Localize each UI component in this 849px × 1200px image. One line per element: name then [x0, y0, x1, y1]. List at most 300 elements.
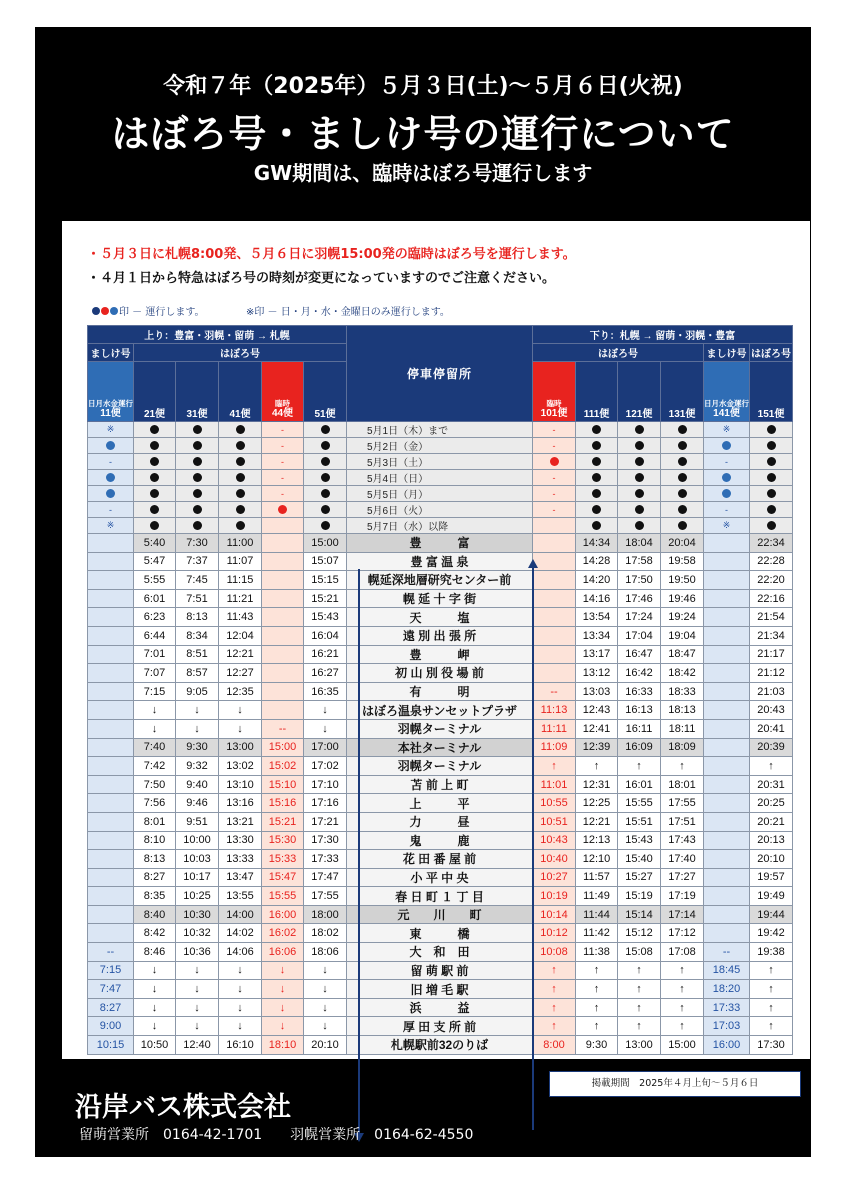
time-cell: 15:10 — [262, 775, 304, 794]
stop-header: 停車停留所 — [347, 326, 533, 422]
time-cell: 21:03 — [750, 682, 793, 701]
navy-dot-icon — [92, 307, 100, 315]
time-cell: ↑ — [533, 1017, 576, 1036]
time-cell: 17:16 — [304, 794, 347, 813]
time-cell — [262, 571, 304, 590]
operation-mark — [262, 518, 304, 534]
time-cell: ↑ — [750, 961, 793, 980]
stop-row — [88, 980, 793, 999]
operation-mark: - — [704, 502, 750, 518]
time-cell: ↓ — [176, 961, 219, 980]
stop-name: 留 萌 駅 前 — [347, 961, 533, 980]
time-cell: 16:35 — [304, 682, 347, 701]
rinji-label: 臨時 — [275, 399, 290, 408]
time-cell — [88, 868, 134, 887]
operation-mark — [176, 438, 219, 454]
time-cell: 11:38 — [576, 943, 618, 962]
time-cell: 12:41 — [576, 719, 618, 738]
bus-header: 121便 — [618, 362, 661, 422]
operation-mark: - — [704, 454, 750, 470]
bus-header: 41便 — [219, 362, 262, 422]
time-cell: ↓ — [219, 701, 262, 720]
time-cell — [262, 701, 304, 720]
operation-mark — [304, 470, 347, 486]
operation-mark — [304, 422, 347, 438]
time-cell: 21:12 — [750, 664, 793, 683]
time-cell: 10:19 — [533, 887, 576, 906]
dot-icon — [193, 425, 202, 434]
stop-name: 小 平 中 央 — [347, 868, 533, 887]
dot-icon — [193, 473, 202, 482]
stop-name: 厚 田 支 所 前 — [347, 1017, 533, 1036]
date-label: 5月3日（土） — [347, 454, 533, 470]
stop-name: 初 山 別 役 場 前 — [347, 664, 533, 683]
stop-row — [88, 831, 793, 850]
dot-icon — [150, 425, 159, 434]
date-label: 5月4日（日） — [347, 470, 533, 486]
stop-row — [88, 998, 793, 1017]
blue-dot-icon — [722, 489, 731, 498]
notice-rinji: ・５月３日に札幌8:00発、５月６日に羽幌15:00発の臨時はぼろ号を運行します。 — [87, 247, 576, 262]
time-cell: 9:05 — [176, 682, 219, 701]
time-cell — [262, 664, 304, 683]
time-cell — [704, 682, 750, 701]
time-cell: 17:27 — [661, 868, 704, 887]
dot-icon — [767, 425, 776, 434]
time-cell: 9:46 — [176, 794, 219, 813]
bus-number: 101便 — [540, 408, 568, 419]
time-cell: 8:57 — [176, 664, 219, 683]
time-cell: ↓ — [219, 998, 262, 1017]
time-cell: 22:20 — [750, 571, 793, 590]
operation-mark — [618, 454, 661, 470]
time-cell: 15:43 — [304, 608, 347, 627]
time-cell — [88, 757, 134, 776]
time-cell: ↓ — [262, 980, 304, 999]
time-cell: 14:00 — [219, 905, 262, 924]
stop-name: 元 川 町 — [347, 905, 533, 924]
legend-dots-text: 印 － 運行します。 — [119, 307, 205, 318]
time-cell: 20:04 — [661, 534, 704, 553]
time-cell: 18:01 — [661, 775, 704, 794]
time-cell: 13:34 — [576, 626, 618, 645]
time-cell: 17:14 — [661, 905, 704, 924]
time-cell: 12:21 — [576, 812, 618, 831]
time-cell: ↑ — [618, 980, 661, 999]
stop-name: 天 塩 — [347, 608, 533, 627]
time-cell: ↑ — [576, 980, 618, 999]
stop-row — [88, 850, 793, 869]
operation-mark — [134, 438, 176, 454]
operation-mark — [704, 486, 750, 502]
time-cell: 9:40 — [176, 775, 219, 794]
stop-name: 上 平 — [347, 794, 533, 813]
dot-icon — [767, 489, 776, 498]
operation-mark — [704, 438, 750, 454]
operation-mark — [304, 438, 347, 454]
operation-mark — [134, 518, 176, 534]
time-cell — [704, 831, 750, 850]
operation-mark — [176, 518, 219, 534]
time-cell — [704, 924, 750, 943]
timetable — [87, 325, 793, 1055]
time-cell: ↓ — [134, 980, 176, 999]
time-cell: 8:27 — [88, 998, 134, 1017]
date-label: 5月7日（水）以降 — [347, 518, 533, 534]
operation-mark — [176, 454, 219, 470]
time-cell — [704, 664, 750, 683]
dot-icon — [236, 473, 245, 482]
stop-name: 豊 富 温 泉 — [347, 552, 533, 571]
time-cell: 10:43 — [533, 831, 576, 850]
operation-mark — [576, 486, 618, 502]
time-cell: 14:20 — [576, 571, 618, 590]
time-cell: 15:40 — [618, 850, 661, 869]
time-cell: 8:51 — [176, 645, 219, 664]
time-cell — [704, 887, 750, 906]
timetable-panel — [62, 221, 810, 1059]
time-cell: 9:30 — [576, 1036, 618, 1055]
stop-row — [88, 775, 793, 794]
stop-row — [88, 552, 793, 571]
time-cell — [262, 645, 304, 664]
operation-mark — [219, 486, 262, 502]
time-cell: 18:20 — [704, 980, 750, 999]
stop-row — [88, 719, 793, 738]
time-cell: 17:51 — [661, 812, 704, 831]
dot-icon — [592, 441, 601, 450]
time-cell: 10:17 — [176, 868, 219, 887]
time-cell: ↓ — [134, 998, 176, 1017]
dot-icon — [150, 473, 159, 482]
time-cell: 10:32 — [176, 924, 219, 943]
time-cell: 11:43 — [219, 608, 262, 627]
stop-name: 本社ターミナル — [347, 738, 533, 757]
time-cell: 11:07 — [219, 552, 262, 571]
dot-icon — [678, 441, 687, 450]
time-cell: 15:02 — [262, 757, 304, 776]
time-cell: ↓ — [304, 980, 347, 999]
time-cell: ↓ — [176, 719, 219, 738]
red-dot-icon — [550, 457, 559, 466]
operation-mark — [176, 486, 219, 502]
time-cell: 11:00 — [219, 534, 262, 553]
time-cell — [533, 608, 576, 627]
operation-mark: ※ — [704, 422, 750, 438]
time-cell — [533, 626, 576, 645]
time-cell: 13:55 — [219, 887, 262, 906]
operation-mark — [618, 422, 661, 438]
time-cell: 11:42 — [576, 924, 618, 943]
time-cell: ↓ — [262, 961, 304, 980]
time-cell: 15:27 — [618, 868, 661, 887]
time-cell: 15:55 — [618, 794, 661, 813]
operation-mark — [134, 486, 176, 502]
operation-mark — [134, 454, 176, 470]
operation-mark — [576, 438, 618, 454]
operation-mark — [750, 486, 793, 502]
stop-row — [88, 794, 793, 813]
time-cell: 10:15 — [88, 1036, 134, 1055]
time-cell — [704, 775, 750, 794]
time-cell: 17:50 — [618, 571, 661, 590]
dot-icon — [767, 521, 776, 530]
dot-icon — [321, 457, 330, 466]
time-cell — [88, 812, 134, 831]
time-cell: 15:07 — [304, 552, 347, 571]
time-cell — [88, 831, 134, 850]
time-cell: 8:42 — [134, 924, 176, 943]
time-cell — [88, 738, 134, 757]
operation-mark — [219, 422, 262, 438]
operation-mark — [750, 502, 793, 518]
time-cell: 13:33 — [219, 850, 262, 869]
operation-mark: - — [533, 502, 576, 518]
time-cell: 17:33 — [704, 998, 750, 1017]
dot-icon — [236, 521, 245, 530]
time-cell: 17:55 — [304, 887, 347, 906]
time-cell: ↓ — [134, 719, 176, 738]
dot-icon — [592, 473, 601, 482]
stop-row — [88, 924, 793, 943]
time-cell: 16:42 — [618, 664, 661, 683]
time-cell — [88, 850, 134, 869]
time-cell — [704, 645, 750, 664]
time-cell — [704, 719, 750, 738]
time-cell: 7:56 — [134, 794, 176, 813]
time-cell — [262, 552, 304, 571]
up-arrow-line — [532, 565, 534, 1130]
red-dot-icon — [101, 307, 109, 315]
operation-mark — [661, 502, 704, 518]
time-cell: 13:21 — [219, 812, 262, 831]
time-cell — [704, 626, 750, 645]
date-row — [88, 486, 793, 502]
time-cell: 22:28 — [750, 552, 793, 571]
time-cell: ↑ — [618, 757, 661, 776]
time-cell: 12:13 — [576, 831, 618, 850]
stop-row — [88, 887, 793, 906]
time-cell: 16:33 — [618, 682, 661, 701]
time-cell: ↓ — [134, 1017, 176, 1036]
dot-icon — [193, 441, 202, 450]
time-cell: 17:02 — [304, 757, 347, 776]
operation-mark — [618, 470, 661, 486]
time-cell: 8:34 — [176, 626, 219, 645]
time-cell: ↑ — [750, 998, 793, 1017]
time-cell: ↓ — [304, 1017, 347, 1036]
time-cell: 20:10 — [304, 1036, 347, 1055]
time-cell: 19:04 — [661, 626, 704, 645]
stop-row — [88, 645, 793, 664]
time-cell — [704, 850, 750, 869]
time-cell: 8:46 — [134, 943, 176, 962]
blue-dot-icon — [106, 441, 115, 450]
time-cell: 16:00 — [704, 1036, 750, 1055]
operation-mark: ※ — [704, 518, 750, 534]
time-cell: 15:55 — [262, 887, 304, 906]
dot-icon — [193, 457, 202, 466]
time-cell: 7:01 — [134, 645, 176, 664]
operation-mark — [618, 502, 661, 518]
time-cell: ↑ — [661, 1017, 704, 1036]
bus-header: 131便 — [661, 362, 704, 422]
dot-icon — [635, 473, 644, 482]
time-cell: ↑ — [533, 980, 576, 999]
bus-header: 111便 — [576, 362, 618, 422]
bus-header — [88, 362, 134, 422]
stop-name: 羽幌ターミナル — [347, 757, 533, 776]
time-cell — [704, 608, 750, 627]
time-cell: 13:16 — [219, 794, 262, 813]
blue-dot-icon — [722, 441, 731, 450]
time-cell: 15:51 — [618, 812, 661, 831]
time-cell: 18:47 — [661, 645, 704, 664]
operation-mark: - — [262, 438, 304, 454]
time-cell: ↓ — [262, 998, 304, 1017]
dot-icon — [236, 489, 245, 498]
operation-mark: - — [262, 470, 304, 486]
operation-mark — [618, 438, 661, 454]
operation-mark — [134, 502, 176, 518]
time-cell: 6:23 — [134, 608, 176, 627]
time-cell — [88, 589, 134, 608]
stop-row — [88, 1036, 793, 1055]
time-cell: 17:24 — [618, 608, 661, 627]
operation-mark — [533, 518, 576, 534]
mashike-operating-days: 日月水金運行 — [704, 399, 749, 408]
time-cell — [704, 794, 750, 813]
time-cell: 20:10 — [750, 850, 793, 869]
time-cell: 8:35 — [134, 887, 176, 906]
time-cell: ↓ — [304, 961, 347, 980]
time-cell: ↓ — [176, 1017, 219, 1036]
dot-icon — [592, 489, 601, 498]
time-cell: 8:13 — [176, 608, 219, 627]
stop-row — [88, 664, 793, 683]
operation-mark — [618, 518, 661, 534]
time-cell: 7:15 — [134, 682, 176, 701]
time-cell: 8:13 — [134, 850, 176, 869]
time-cell: 10:00 — [176, 831, 219, 850]
time-cell: 18:33 — [661, 682, 704, 701]
time-cell: 5:40 — [134, 534, 176, 553]
stop-name: 力 昼 — [347, 812, 533, 831]
time-cell: 17:12 — [661, 924, 704, 943]
time-cell: 5:55 — [134, 571, 176, 590]
time-cell: 7:15 — [88, 961, 134, 980]
dot-icon — [150, 457, 159, 466]
time-cell — [262, 626, 304, 645]
time-cell: ↓ — [219, 719, 262, 738]
date-line: 令和７年（2025年）５月３日(土)～５月６日(火祝) — [163, 74, 683, 99]
time-cell — [533, 589, 576, 608]
bus-header: 151便 — [750, 362, 793, 422]
time-cell: 15:21 — [304, 589, 347, 608]
time-cell: 14:34 — [576, 534, 618, 553]
time-cell: 18:10 — [262, 1036, 304, 1055]
time-cell: 8:00 — [533, 1036, 576, 1055]
time-cell: 20:41 — [750, 719, 793, 738]
operation-mark — [576, 422, 618, 438]
time-cell: ↑ — [576, 757, 618, 776]
time-cell: 19:58 — [661, 552, 704, 571]
stop-row — [88, 682, 793, 701]
stop-name: 春 日 町 １ 丁 目 — [347, 887, 533, 906]
operation-mark — [134, 470, 176, 486]
dot-icon — [150, 441, 159, 450]
time-cell: 12:39 — [576, 738, 618, 757]
operation-mark — [219, 454, 262, 470]
operation-mark — [661, 470, 704, 486]
date-label: 5月5日（月） — [347, 486, 533, 502]
time-cell: 20:39 — [750, 738, 793, 757]
dot-icon — [150, 505, 159, 514]
stop-name: 苫 前 上 町 — [347, 775, 533, 794]
dot-icon — [150, 489, 159, 498]
time-cell: 10:14 — [533, 905, 576, 924]
time-cell: 13:03 — [576, 682, 618, 701]
time-cell: 13:00 — [219, 738, 262, 757]
time-cell — [704, 868, 750, 887]
dot-icon — [321, 425, 330, 434]
time-cell: 14:02 — [219, 924, 262, 943]
time-cell: 8:40 — [134, 905, 176, 924]
time-cell: 19:44 — [750, 905, 793, 924]
time-cell: 15:08 — [618, 943, 661, 962]
time-cell — [88, 626, 134, 645]
time-cell — [704, 757, 750, 776]
operation-mark — [750, 422, 793, 438]
stop-name: 豊 岬 — [347, 645, 533, 664]
dot-icon — [767, 441, 776, 450]
date-row — [88, 454, 793, 470]
operation-mark: - — [88, 502, 134, 518]
time-cell: 11:09 — [533, 738, 576, 757]
time-cell: -- — [704, 943, 750, 962]
time-cell: 11:15 — [219, 571, 262, 590]
posting-period: 掲載期間 2025年４月上旬～５月６日 — [549, 1071, 801, 1097]
date-row — [88, 438, 793, 454]
time-cell: 17:10 — [304, 775, 347, 794]
stop-row — [88, 626, 793, 645]
time-cell: 22:16 — [750, 589, 793, 608]
operation-mark — [618, 486, 661, 502]
time-cell — [704, 905, 750, 924]
time-cell: 14:16 — [576, 589, 618, 608]
time-cell: ↑ — [576, 1017, 618, 1036]
time-cell: 10:12 — [533, 924, 576, 943]
time-cell: 15:15 — [304, 571, 347, 590]
time-cell: 15:14 — [618, 905, 661, 924]
time-cell: 20:21 — [750, 812, 793, 831]
time-cell: 13:30 — [219, 831, 262, 850]
time-cell: 10:27 — [533, 868, 576, 887]
time-cell: 16:10 — [219, 1036, 262, 1055]
dot-icon — [236, 457, 245, 466]
dot-icon — [678, 489, 687, 498]
time-cell: 18:42 — [661, 664, 704, 683]
operation-mark — [304, 486, 347, 502]
time-cell: 16:01 — [618, 775, 661, 794]
time-cell — [88, 924, 134, 943]
time-cell: 15:43 — [618, 831, 661, 850]
time-cell: 11:57 — [576, 868, 618, 887]
time-cell: 13:47 — [219, 868, 262, 887]
dot-icon — [635, 489, 644, 498]
operation-mark — [176, 502, 219, 518]
time-cell: 16:02 — [262, 924, 304, 943]
